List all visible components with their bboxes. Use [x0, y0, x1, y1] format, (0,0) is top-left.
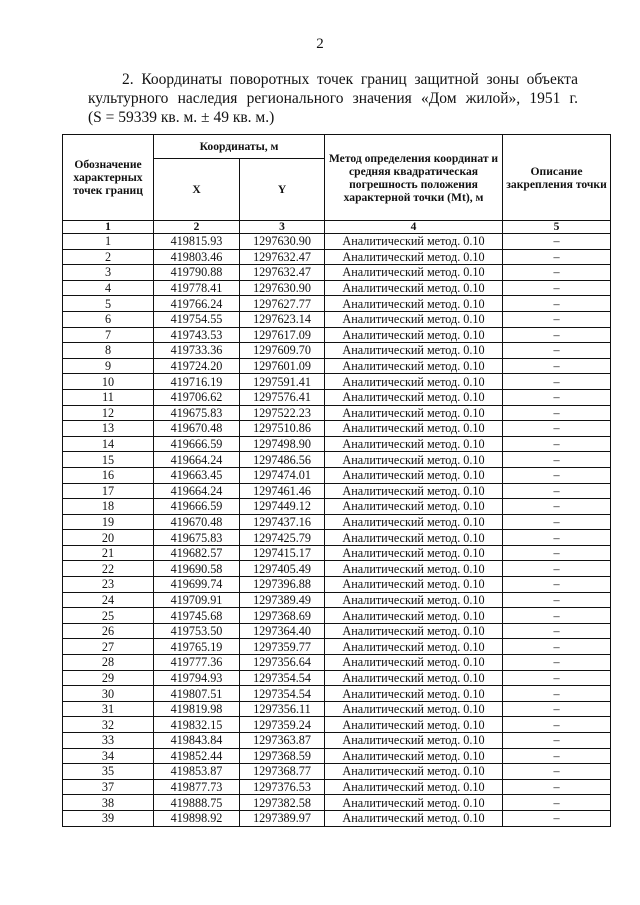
fixing-description: –	[503, 655, 611, 671]
coordinate-y: 1297449.12	[240, 499, 325, 515]
method-accuracy: Аналитический метод. 0.10	[325, 686, 503, 702]
coordinate-y: 1297396.88	[240, 577, 325, 593]
table-row	[63, 592, 611, 608]
point-number: 38	[63, 795, 154, 811]
coordinate-y: 1297486.56	[240, 452, 325, 468]
method-accuracy: Аналитический метод. 0.10	[325, 358, 503, 374]
section-heading	[88, 70, 578, 127]
coordinate-y: 1297522.23	[240, 405, 325, 421]
coordinate-x: 419778.41	[154, 280, 240, 296]
column-number: 5	[503, 221, 611, 234]
coordinate-x: 419733.36	[154, 343, 240, 359]
point-number: 10	[63, 374, 154, 390]
table-row	[63, 623, 611, 639]
table-row	[63, 405, 611, 421]
coordinate-x: 419790.88	[154, 265, 240, 281]
table-row	[63, 577, 611, 593]
table-row	[63, 421, 611, 437]
fixing-description: –	[503, 530, 611, 546]
table-row	[63, 265, 611, 281]
fixing-description: –	[503, 280, 611, 296]
coordinate-x: 419670.48	[154, 421, 240, 437]
table-row	[63, 327, 611, 343]
coordinate-x: 419745.68	[154, 608, 240, 624]
table-row	[63, 530, 611, 546]
coordinate-x: 419690.58	[154, 561, 240, 577]
table-row	[63, 483, 611, 499]
coordinate-y: 1297510.86	[240, 421, 325, 437]
point-number: 31	[63, 701, 154, 717]
coordinate-x: 419716.19	[154, 374, 240, 390]
coordinate-x: 419777.36	[154, 655, 240, 671]
coordinate-y: 1297356.11	[240, 701, 325, 717]
header-x: X	[154, 159, 240, 221]
method-accuracy: Аналитический метод. 0.10	[325, 467, 503, 483]
point-number: 24	[63, 592, 154, 608]
point-number: 16	[63, 467, 154, 483]
coordinate-x: 419853.87	[154, 764, 240, 780]
method-accuracy: Аналитический метод. 0.10	[325, 608, 503, 624]
header-point-designation: Обозначение характерных точек границ	[63, 135, 154, 221]
fixing-description: –	[503, 686, 611, 702]
fixing-description: –	[503, 265, 611, 281]
coordinate-y: 1297630.90	[240, 234, 325, 250]
table-row	[63, 810, 611, 826]
method-accuracy: Аналитический метод. 0.10	[325, 374, 503, 390]
point-number: 27	[63, 639, 154, 655]
fixing-description: –	[503, 545, 611, 561]
coordinate-y: 1297359.77	[240, 639, 325, 655]
header-method: Метод определения координат и средняя квадратическая погрешность положения характерной точки (Mt), м	[325, 135, 503, 221]
coordinate-x: 419852.44	[154, 748, 240, 764]
coordinate-x: 419765.19	[154, 639, 240, 655]
heading-line-3: (S = 59339 кв. м. ± 49 кв. м.)	[88, 109, 275, 126]
table-row	[63, 452, 611, 468]
table-row	[63, 795, 611, 811]
coordinate-y: 1297376.53	[240, 779, 325, 795]
table-row	[63, 436, 611, 452]
coordinate-x: 419843.84	[154, 733, 240, 749]
coordinate-x: 419754.55	[154, 311, 240, 327]
fixing-description: –	[503, 389, 611, 405]
coordinate-x: 419807.51	[154, 686, 240, 702]
fixing-description: –	[503, 733, 611, 749]
method-accuracy: Аналитический метод. 0.10	[325, 436, 503, 452]
method-accuracy: Аналитический метод. 0.10	[325, 452, 503, 468]
coordinate-x: 419877.73	[154, 779, 240, 795]
point-number: 25	[63, 608, 154, 624]
coordinate-x: 419682.57	[154, 545, 240, 561]
table-row	[63, 374, 611, 390]
point-number: 6	[63, 311, 154, 327]
table-row	[63, 639, 611, 655]
point-number: 5	[63, 296, 154, 312]
point-number: 20	[63, 530, 154, 546]
coordinates-table	[62, 134, 611, 827]
point-number: 19	[63, 514, 154, 530]
table-row	[63, 343, 611, 359]
point-number: 34	[63, 748, 154, 764]
fixing-description: –	[503, 764, 611, 780]
table-row	[63, 701, 611, 717]
coordinate-x: 419815.93	[154, 234, 240, 250]
fixing-description: –	[503, 639, 611, 655]
method-accuracy: Аналитический метод. 0.10	[325, 561, 503, 577]
coordinate-y: 1297609.70	[240, 343, 325, 359]
point-number: 15	[63, 452, 154, 468]
fixing-description: –	[503, 717, 611, 733]
point-number: 28	[63, 655, 154, 671]
point-number: 13	[63, 421, 154, 437]
coordinate-y: 1297576.41	[240, 389, 325, 405]
fixing-description: –	[503, 311, 611, 327]
column-number: 1	[63, 221, 154, 234]
point-number: 29	[63, 670, 154, 686]
method-accuracy: Аналитический метод. 0.10	[325, 343, 503, 359]
coordinate-y: 1297474.01	[240, 467, 325, 483]
fixing-description: –	[503, 592, 611, 608]
table-row	[63, 311, 611, 327]
fixing-description: –	[503, 514, 611, 530]
fixing-description: –	[503, 608, 611, 624]
fixing-description: –	[503, 234, 611, 250]
method-accuracy: Аналитический метод. 0.10	[325, 311, 503, 327]
point-number: 17	[63, 483, 154, 499]
point-number: 14	[63, 436, 154, 452]
table-row	[63, 764, 611, 780]
coordinate-x: 419706.62	[154, 389, 240, 405]
point-number: 11	[63, 389, 154, 405]
coordinate-x: 419675.83	[154, 405, 240, 421]
table-row	[63, 467, 611, 483]
fixing-description: –	[503, 701, 611, 717]
fixing-description: –	[503, 577, 611, 593]
method-accuracy: Аналитический метод. 0.10	[325, 234, 503, 250]
method-accuracy: Аналитический метод. 0.10	[325, 733, 503, 749]
coordinate-y: 1297632.47	[240, 249, 325, 265]
coordinate-x: 419675.83	[154, 530, 240, 546]
coordinate-y: 1297601.09	[240, 358, 325, 374]
page-number: 2	[316, 36, 324, 52]
coordinate-y: 1297354.54	[240, 686, 325, 702]
coordinate-x: 419898.92	[154, 810, 240, 826]
table-row	[63, 608, 611, 624]
coordinate-x: 419832.15	[154, 717, 240, 733]
point-number: 37	[63, 779, 154, 795]
coordinate-y: 1297498.90	[240, 436, 325, 452]
coordinate-x: 419743.53	[154, 327, 240, 343]
point-number: 4	[63, 280, 154, 296]
method-accuracy: Аналитический метод. 0.10	[325, 545, 503, 561]
table-row	[63, 389, 611, 405]
coordinate-x: 419663.45	[154, 467, 240, 483]
fixing-description: –	[503, 748, 611, 764]
fixing-description: –	[503, 421, 611, 437]
method-accuracy: Аналитический метод. 0.10	[325, 389, 503, 405]
method-accuracy: Аналитический метод. 0.10	[325, 514, 503, 530]
coordinate-y: 1297368.77	[240, 764, 325, 780]
fixing-description: –	[503, 499, 611, 515]
fixing-description: –	[503, 374, 611, 390]
fixing-description: –	[503, 795, 611, 811]
method-accuracy: Аналитический метод. 0.10	[325, 296, 503, 312]
method-accuracy: Аналитический метод. 0.10	[325, 280, 503, 296]
method-accuracy: Аналитический метод. 0.10	[325, 249, 503, 265]
coordinate-y: 1297382.58	[240, 795, 325, 811]
coordinate-y: 1297617.09	[240, 327, 325, 343]
fixing-description: –	[503, 670, 611, 686]
coordinate-x: 419664.24	[154, 483, 240, 499]
fixing-description: –	[503, 467, 611, 483]
column-number: 3	[240, 221, 325, 234]
coordinate-y: 1297415.17	[240, 545, 325, 561]
point-number: 21	[63, 545, 154, 561]
method-accuracy: Аналитический метод. 0.10	[325, 327, 503, 343]
coordinate-y: 1297623.14	[240, 311, 325, 327]
point-number: 3	[63, 265, 154, 281]
method-accuracy: Аналитический метод. 0.10	[325, 748, 503, 764]
method-accuracy: Аналитический метод. 0.10	[325, 265, 503, 281]
point-number: 39	[63, 810, 154, 826]
table-row	[63, 358, 611, 374]
fixing-description: –	[503, 327, 611, 343]
table-row	[63, 499, 611, 515]
method-accuracy: Аналитический метод. 0.10	[325, 623, 503, 639]
column-number-row	[63, 221, 611, 234]
method-accuracy: Аналитический метод. 0.10	[325, 670, 503, 686]
heading-line-2: культурного наследия регионального значения «Дом жилой», 1951 г.	[88, 90, 578, 107]
column-number: 4	[325, 221, 503, 234]
coordinate-y: 1297356.64	[240, 655, 325, 671]
table-row	[63, 686, 611, 702]
coordinate-y: 1297425.79	[240, 530, 325, 546]
table-row	[63, 748, 611, 764]
method-accuracy: Аналитический метод. 0.10	[325, 701, 503, 717]
method-accuracy: Аналитический метод. 0.10	[325, 795, 503, 811]
table-row	[63, 296, 611, 312]
table-row	[63, 670, 611, 686]
coordinate-y: 1297359.24	[240, 717, 325, 733]
table-row	[63, 655, 611, 671]
coordinate-x: 419803.46	[154, 249, 240, 265]
point-number: 32	[63, 717, 154, 733]
coordinate-y: 1297368.69	[240, 608, 325, 624]
method-accuracy: Аналитический метод. 0.10	[325, 764, 503, 780]
point-number: 30	[63, 686, 154, 702]
coordinate-x: 419699.74	[154, 577, 240, 593]
point-number: 35	[63, 764, 154, 780]
coordinate-y: 1297461.46	[240, 483, 325, 499]
coordinate-y: 1297630.90	[240, 280, 325, 296]
coordinate-x: 419724.20	[154, 358, 240, 374]
method-accuracy: Аналитический метод. 0.10	[325, 530, 503, 546]
fixing-description: –	[503, 483, 611, 499]
fixing-description: –	[503, 623, 611, 639]
method-accuracy: Аналитический метод. 0.10	[325, 577, 503, 593]
table-row	[63, 561, 611, 577]
coordinate-x: 419888.75	[154, 795, 240, 811]
table-header-row	[63, 135, 611, 159]
coordinate-x: 419753.50	[154, 623, 240, 639]
coordinate-x: 419666.59	[154, 436, 240, 452]
table-row	[63, 779, 611, 795]
fixing-description: –	[503, 343, 611, 359]
coordinate-y: 1297354.54	[240, 670, 325, 686]
table-row	[63, 234, 611, 250]
fixing-description: –	[503, 296, 611, 312]
coordinate-x: 419819.98	[154, 701, 240, 717]
coordinate-y: 1297627.77	[240, 296, 325, 312]
table-row	[63, 514, 611, 530]
table-row	[63, 249, 611, 265]
fixing-description: –	[503, 779, 611, 795]
coordinate-y: 1297405.49	[240, 561, 325, 577]
coordinate-y: 1297368.59	[240, 748, 325, 764]
heading-line-1: 2. Координаты поворотных точек границ защитной зоны объекта	[122, 71, 578, 88]
point-number: 2	[63, 249, 154, 265]
table-row	[63, 545, 611, 561]
coordinate-y: 1297364.40	[240, 623, 325, 639]
point-number: 26	[63, 623, 154, 639]
method-accuracy: Аналитический метод. 0.10	[325, 405, 503, 421]
point-number: 7	[63, 327, 154, 343]
method-accuracy: Аналитический метод. 0.10	[325, 717, 503, 733]
coordinate-y: 1297389.97	[240, 810, 325, 826]
coordinate-x: 419664.24	[154, 452, 240, 468]
point-number: 18	[63, 499, 154, 515]
table-row	[63, 280, 611, 296]
coordinate-x: 419794.93	[154, 670, 240, 686]
table-row	[63, 717, 611, 733]
method-accuracy: Аналитический метод. 0.10	[325, 779, 503, 795]
point-number: 9	[63, 358, 154, 374]
fixing-description: –	[503, 405, 611, 421]
fixing-description: –	[503, 249, 611, 265]
method-accuracy: Аналитический метод. 0.10	[325, 592, 503, 608]
method-accuracy: Аналитический метод. 0.10	[325, 483, 503, 499]
fixing-description: –	[503, 561, 611, 577]
header-y: Y	[240, 159, 325, 221]
coordinate-x: 419766.24	[154, 296, 240, 312]
fixing-description: –	[503, 452, 611, 468]
fixing-description: –	[503, 810, 611, 826]
header-coordinates: Координаты, м	[154, 135, 325, 159]
fixing-description: –	[503, 358, 611, 374]
point-number: 33	[63, 733, 154, 749]
method-accuracy: Аналитический метод. 0.10	[325, 499, 503, 515]
fixing-description: –	[503, 436, 611, 452]
coordinate-y: 1297389.49	[240, 592, 325, 608]
point-number: 8	[63, 343, 154, 359]
coordinate-y: 1297632.47	[240, 265, 325, 281]
header-fixing-description: Описание закрепления точки	[503, 135, 611, 221]
coordinate-y: 1297363.87	[240, 733, 325, 749]
method-accuracy: Аналитический метод. 0.10	[325, 639, 503, 655]
column-number: 2	[154, 221, 240, 234]
point-number: 22	[63, 561, 154, 577]
coordinate-x: 419709.91	[154, 592, 240, 608]
coordinate-y: 1297437.16	[240, 514, 325, 530]
method-accuracy: Аналитический метод. 0.10	[325, 421, 503, 437]
coordinate-x: 419666.59	[154, 499, 240, 515]
point-number: 12	[63, 405, 154, 421]
point-number: 23	[63, 577, 154, 593]
coordinate-x: 419670.48	[154, 514, 240, 530]
coordinate-y: 1297591.41	[240, 374, 325, 390]
method-accuracy: Аналитический метод. 0.10	[325, 810, 503, 826]
table-row	[63, 733, 611, 749]
method-accuracy: Аналитический метод. 0.10	[325, 655, 503, 671]
point-number: 1	[63, 234, 154, 250]
